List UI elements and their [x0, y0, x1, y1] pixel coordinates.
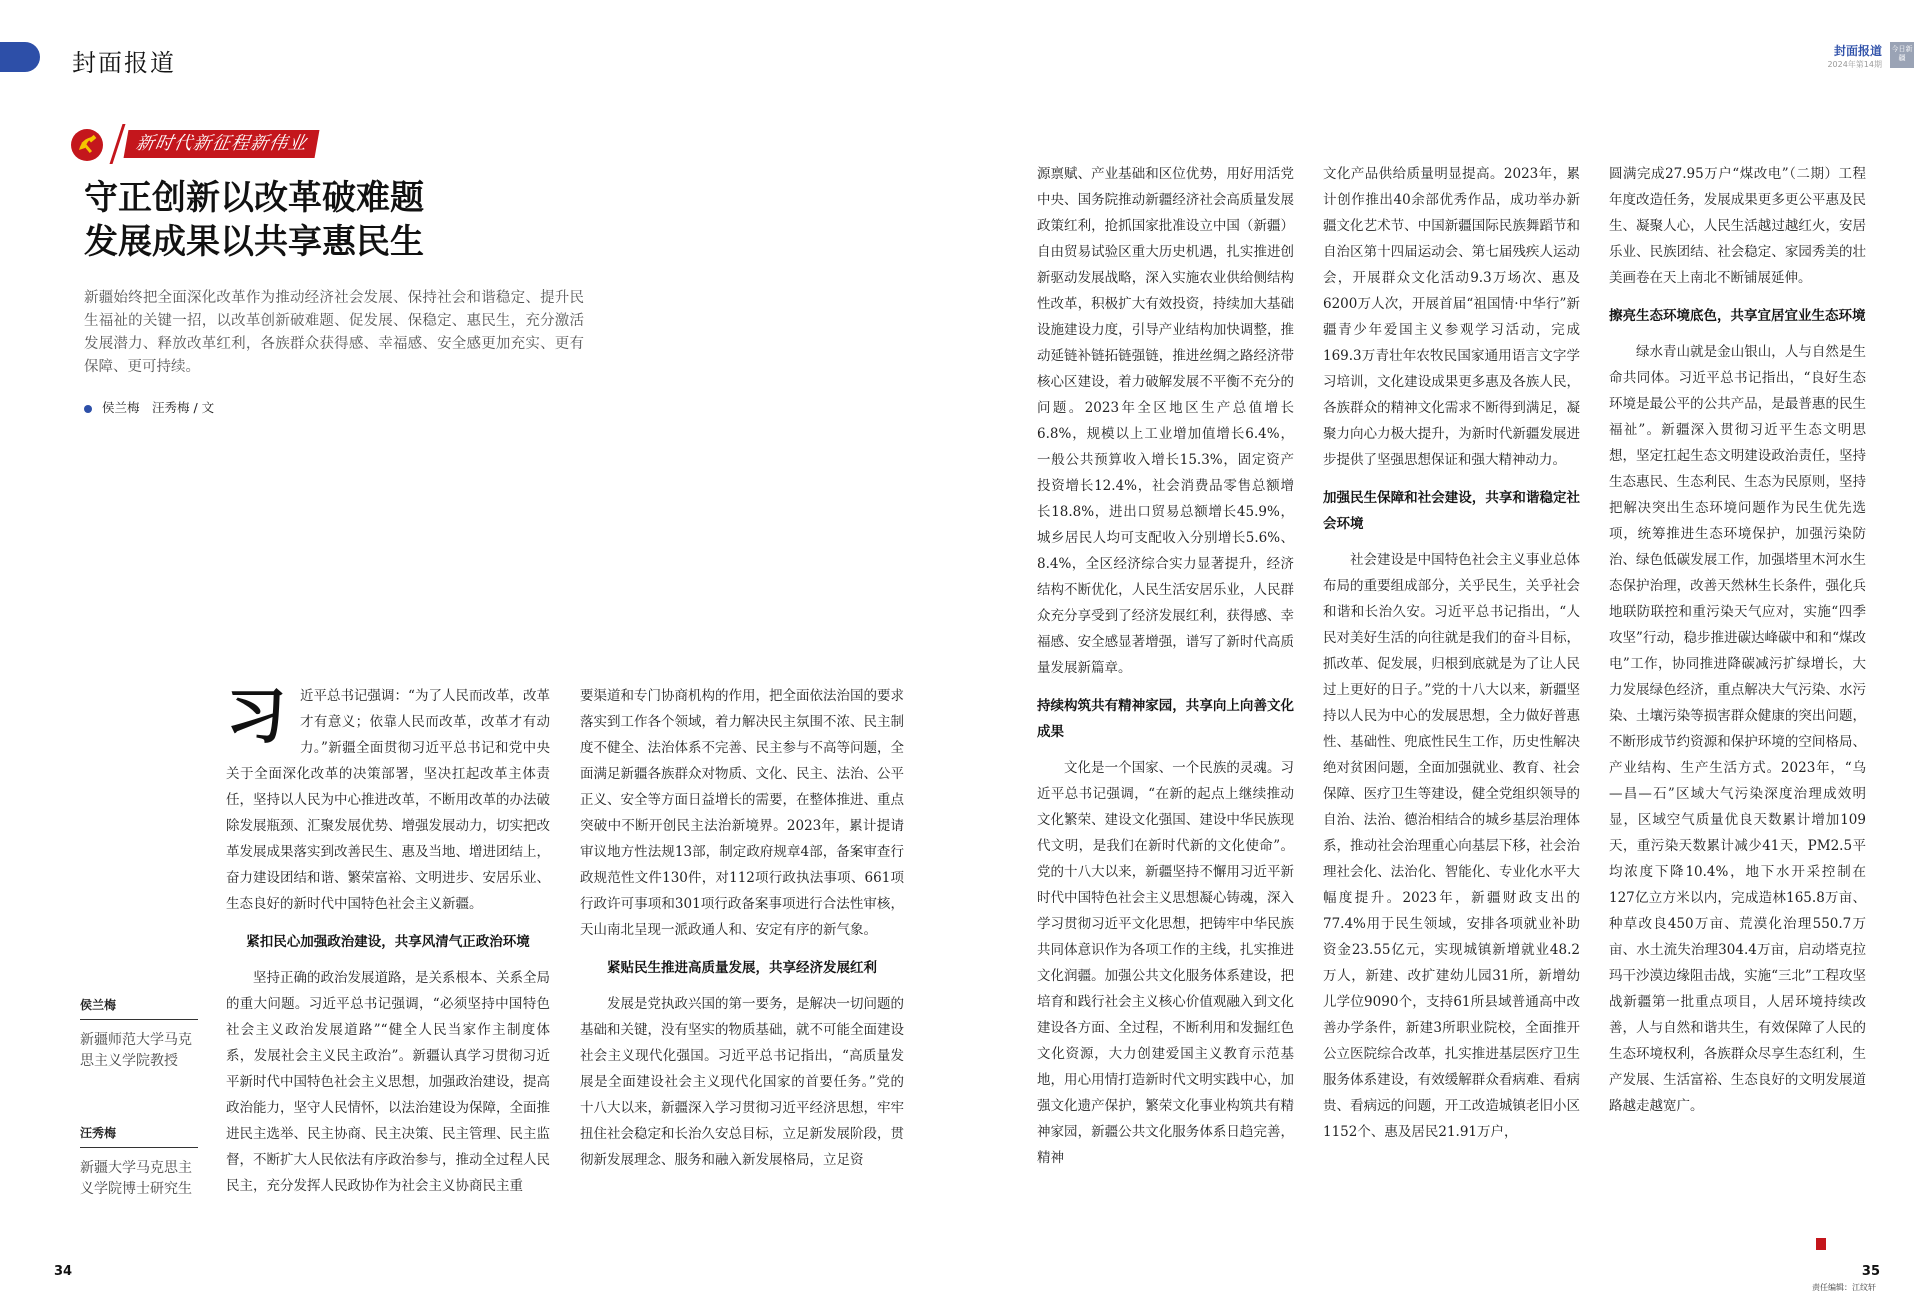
magazine-logo: 今日新疆	[1890, 42, 1914, 68]
bullet-dot-icon	[84, 405, 92, 413]
byline-text: 侯兰梅 汪秀梅 / 文	[102, 400, 215, 415]
section-subheading: 加强民生保障和社会建设，共享和谐稳定社会环境	[1323, 490, 1580, 532]
series-banner: 新时代新征程新伟业	[124, 130, 320, 158]
end-mark-icon	[1816, 1238, 1826, 1250]
article-headline	[84, 176, 424, 264]
section-subheading: 紧扣民心加强政治建设，共享风清气正政治环境	[246, 934, 530, 950]
headline-line-2: 发展成果以共享惠民生	[84, 222, 424, 262]
byline	[84, 398, 214, 416]
drop-cap: 习	[226, 683, 286, 752]
author-bio-2	[80, 1124, 198, 1200]
banner-slash	[110, 124, 126, 164]
section-subheading: 擦亮生态环境底色，共享宜居宜业生态环境	[1609, 308, 1866, 324]
text-column-4	[1323, 161, 1580, 1253]
text-column-5	[1609, 161, 1866, 1253]
running-header	[1827, 42, 1882, 70]
running-header-title: 封面报道	[1833, 44, 1882, 58]
section-subheading: 持续构筑共有精神家园，共享向上向善文化成果	[1037, 698, 1294, 740]
section-title: 封面报道	[72, 49, 176, 77]
paragraph: 文化产品供给质量明显提高。2023年，累计创作推出40余部优秀作品，成功举办新疆文化艺术节、中国新疆国际民族舞蹈节和自治区第十四届运动会、第七届残疾人运动会，开展群众文化活动9.3万场次、惠及6200万人次，开展首届“祖国情·中华行”新疆青少年爱国主义参观学习活动，完成169.3万青壮年农牧民国家通用语言文字学习培训，文化建设成果更多惠及各族人民，各族群众的精神文化需求不断得到满足，凝聚力向心力极大提升，为新时代新疆发展进步提供了坚强思想保证和强大精神动力。	[1323, 166, 1580, 468]
paragraph: 坚持正确的政治发展道路，是关系根本、关系全局的重大问题。习近平总书记强调，“必须坚持中国特色社会主义政治发展道路”“健全人民当家作主制度体系，发展社会主义民主政治”。新疆认真学习贯彻习近平新时代中国特色社会主义思想，加强政治建设，提高政治能力，坚守人民情怀，以法治建设为保障，全面推进民主选举、民主协商、民主决策、民主管理、民主监督，不断扩大人民依法有序政治参与，推动全过程人民民主，充分发挥人民政协作为社会主义协商民主重	[226, 970, 550, 1194]
article-lead: 新疆始终把全面深化改革作为推动经济社会发展、保持社会和谐稳定、提升民生福祉的关键一招，以改革创新破难题、促发展、保稳定、惠民生，充分激活发展潜力、释放改革红利，各族群众获得感、幸福感、安全感更加充实、更有保障、更可持续。	[84, 290, 584, 375]
author-bio-1	[80, 996, 198, 1072]
author-desc: 新疆师范大学马克思主义学院教授	[80, 1032, 192, 1069]
section-tab-marker	[0, 42, 40, 72]
page-number-right: 35	[1861, 1264, 1880, 1279]
page-number-left: 34	[54, 1264, 73, 1279]
text-column-1	[226, 683, 550, 1253]
running-header-issue: 2024年第14期	[1827, 60, 1882, 69]
author-desc: 新疆大学马克思主义学院博士研究生	[80, 1160, 192, 1197]
headline-line-1: 守正创新以改革破难题	[84, 178, 424, 218]
editor-credit: 责任编辑：江纹轩	[1812, 1283, 1876, 1292]
author-name: 侯兰梅	[80, 996, 198, 1020]
paragraph: 发展是党执政兴国的第一要务，是解决一切问题的基础和关键，没有坚实的物质基础，就不可能全面建设社会主义现代化强国。习近平总书记指出，“高质量发展是全面建设社会主义现代化国家的首要任务。”党的十八大以来，新疆深入学习贯彻习近平经济思想，牢牢扭住社会稳定和长治久安总目标，立足新发展阶段，贯彻新发展理念、服务和融入新发展格局，立足资	[580, 996, 904, 1168]
paragraph: 文化是一个国家、一个民族的灵魂。习近平总书记强调，“在新的起点上继续推动文化繁荣、建设文化强国、建设中华民族现代文明，是我们在新时代新的文化使命”。党的十八大以来，新疆坚持不懈用习近平新时代中国特色社会主义思想凝心铸魂，深入学习贯彻习近平文化思想，把铸牢中华民族共同体意识作为各项工作的主线，扎实推进文化润疆。加强公共文化服务体系建设，把培育和践行社会主义核心价值观融入到文化建设各方面、全过程，不断利用和发掘红色文化资源，大力创建爱国主义教育示范基地，用心用情打造新时代文明实践中心，加强文化遗产保护，繁荣文化事业构筑共有精神家园，新疆公共文化服务体系日趋完善，精神	[1037, 760, 1294, 1166]
party-emblem-icon	[70, 128, 104, 162]
paragraph: 绿水青山就是金山银山，人与自然是生命共同体。习近平总书记指出，“良好生态环境是最公平的公共产品，是最普惠的民生福祉”。新疆深入贯彻习近平生态文明思想，坚定扛起生态文明建设政治责任，坚持生态惠民、生态利民、生态为民原则，坚持把解决突出生态环境问题作为民生优先选项，统筹推进生态环境保护，加强污染防治、绿色低碳发展工作，加强塔里木河水生态保护治理，改善天然林生长条件，强化兵地联防联控和重污染天气应对，实施“四季攻坚”行动，稳步推进碳达峰碳中和和“煤改电”工作，协同推进降碳减污扩绿增长，大力发展绿色经济，重点解决大气污染、水污染、土壤污染等损害群众健康的突出问题，不断形成节约资源和保护环境的空间格局、产业结构、生产生活方式。2023年，“乌—昌—石”区域大气污染深度治理成效明显，区域空气质量优良天数累计增加109天，重污染天数累计减少41天，PM2.5平均浓度下降10.4%，地下水开采控制在127亿立方米以内，完成造林165.8万亩、种草改良450万亩、荒漠化治理550.7万亩、水土流失治理304.4万亩，启动塔克拉玛干沙漠边缘阻击战，实施“三北”工程攻坚战新疆第一批重点项目，人居环境持续改善，人与自然和谐共生，有效保障了人民的生态环境权利，各族群众尽享生态红利，生产发展、生活富裕、生态良好的文明发展道路越走越宽广。	[1609, 344, 1866, 1114]
section-subheading: 紧贴民生推进高质量发展，共享经济发展红利	[607, 960, 877, 976]
paragraph: 近平总书记强调：“为了人民而改革，改革才有意义；依靠人民而改革，改革才有动力。”新疆全面贯彻习近平总书记和党中央关于全面深化改革的决策部署，坚决扛起改革主体责任，坚持以人民为中心推进改革，不断用改革的办法破除发展瓶颈、汇聚发展优势、增强发展动力，切实把改革发展成果落实到改善民生、惠及当地、增进团结上，奋力建设团结和谐、繁荣富裕、文明进步、安居乐业、生态良好的新时代中国特色社会主义新疆。	[226, 688, 550, 912]
paragraph: 要渠道和专门协商机构的作用，把全面依法治国的要求落实到工作各个领域，着力解决民主氛围不浓、民主制度不健全、法治体系不完善、民主参与不高等问题，全面满足新疆各族群众对物质、文化、民主、法治、公平正义、安全等方面日益增长的需要，在整体推进、重点突破中不断开创民主法治新境界。2023年，累计提请审议地方性法规13部，制定政府规章4部，备案审查行政规范性文件130件，对112项行政执法事项、661项行政许可事项和301项行政备案事项进行合法性审核，天山南北呈现一派政通人和、安定有序的新气象。	[580, 688, 904, 938]
text-column-2	[580, 683, 904, 1253]
paragraph: 圆满完成27.95万户“煤改电”（二期）工程年度改造任务，发展成果更多更公平惠及民生、凝聚人心，人民生活越过越红火，安居乐业、民族团结、社会稳定、家园秀美的壮美画卷在天上南北不断铺展延伸。	[1609, 166, 1866, 286]
paragraph: 源禀赋、产业基础和区位优势，用好用活党中央、国务院推动新疆经济社会高质量发展政策红利，抢抓国家批准设立中国（新疆）自由贸易试验区重大历史机遇，扎实推进创新驱动发展战略，深入实施农业供给侧结构性改革，积极扩大有效投资，持续加大基础设施建设力度，引导产业结构加快调整，推动延链补链拓链强链，推进丝绸之路经济带核心区建设，着力破解发展不平衡不充分的问题。2023年全区地区生产总值增长6.8%，规模以上工业增加值增长6.4%，一般公共预算收入增长15.3%，固定资产投资增长12.4%，社会消费品零售总额增长18.8%，进出口贸易总额增长45.9%，城乡居民人均可支配收入分别增长5.6%、8.4%，全区经济综合实力显著提升，经济结构不断优化，人民生活安居乐业，人民群众充分享受到了经济发展红利，获得感、幸福感、安全感显著增强，谱写了新时代高质量发展新篇章。	[1037, 166, 1294, 676]
text-column-3	[1037, 161, 1294, 1253]
paragraph: 社会建设是中国特色社会主义事业总体布局的重要组成部分，关乎民生，关乎社会和谐和长治久安。习近平总书记指出，“人民对美好生活的向往就是我们的奋斗目标，抓改革、促发展，归根到底就是为了让人民过上更好的日子。”党的十八大以来，新疆坚持以人民为中心的发展思想，全力做好普惠性、基础性、兜底性民生工作，历史性解决绝对贫困问题，全面加强就业、教育、社会保障、医疗卫生等建设，健全党组织领导的自治、法治、德治相结合的城乡基层治理体系，推动社会治理重心向基层下移，社会治理社会化、法治化、智能化、专业化水平大幅度提升。2023年，新疆财政支出的77.4%用于民生领域，安排各项就业补助资金23.55亿元，实现城镇新增就业48.2万人，新建、改扩建幼儿园31所，新增幼儿学位9090个，支持61所县域普通高中改善办学条件，新建3所职业院校，全面推开公立医院综合改革，扎实推进基层医疗卫生服务体系建设，有效缓解群众看病难、看病贵、看病远的问题，开工改造城镇老旧小区1152个、惠及居民21.91万户，	[1323, 552, 1580, 1140]
author-name: 汪秀梅	[80, 1124, 198, 1148]
